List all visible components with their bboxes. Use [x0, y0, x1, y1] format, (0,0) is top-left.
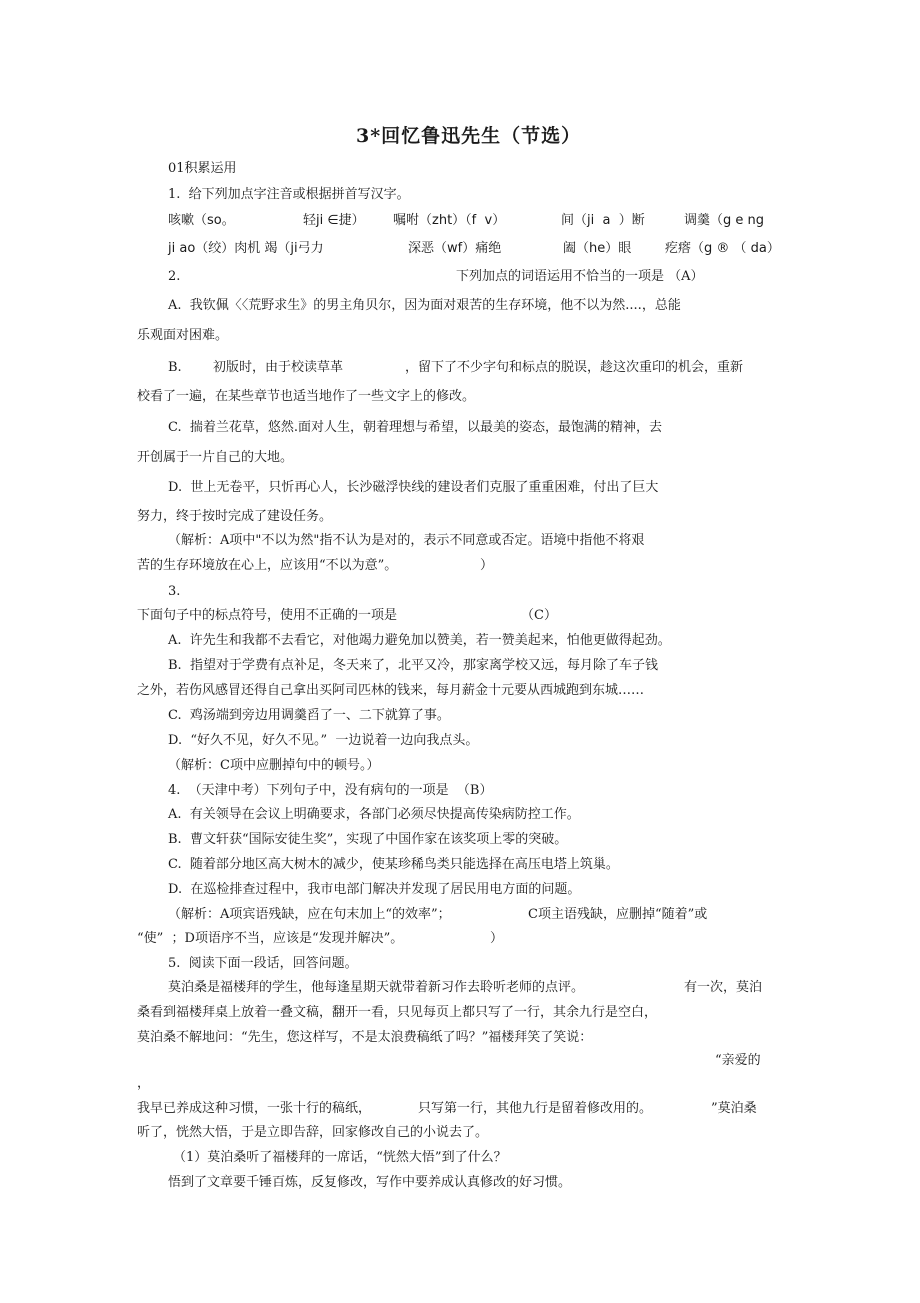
- q2-explanation-cont: 苦的生存环境放在心上，应该用“不以为意”。: [137, 558, 398, 573]
- q1-item: 疙瘩（g ® （ da）: [665, 241, 780, 256]
- q2-option-b-label: B.: [168, 360, 182, 375]
- q3-explanation: （解析：C项中应删掉句中的顿号。）: [168, 758, 380, 773]
- q1-item: 调羹（g e ng: [684, 213, 765, 228]
- q3-number: 3.: [168, 584, 181, 599]
- q4-option-b: B. 曹文轩获“国际安徒生奖”，实现了中国作家在该奖项上零的突破。: [168, 832, 568, 847]
- q4-explanation-cont: C项主语残缺，应删掉“随着”或: [528, 907, 708, 922]
- passage-line: 有一次，莫泊: [684, 980, 763, 995]
- q5-stem: 5. 阅读下面一段话，回答问题。: [168, 956, 358, 971]
- q2-stem: 下列加点的词语运用不恰当的一项是 （A）: [456, 269, 704, 284]
- q4-explanation-close: ）: [490, 931, 504, 946]
- passage-line: 听了，恍然大悟，于是立即告辞，回家修改自己的小说去了。: [137, 1125, 489, 1140]
- q2-option-a-cont: 乐观面对困难。: [137, 328, 229, 343]
- passage-line: ，: [137, 1076, 151, 1091]
- q2-option-b: 初版时，由于校读草革: [213, 360, 344, 375]
- passage-line: 莫泊桑不解地问：“先生，您这样写，不是太浪费稿纸了吗？”福楼拜笑了笑说：: [137, 1030, 593, 1045]
- q2-explanation-close: ）: [480, 558, 494, 573]
- q2-option-d-cont: 努力，终于按时完成了建设任务。: [137, 509, 333, 524]
- q1-item: 咳嗽（so。: [168, 213, 235, 228]
- q2-option-b-line2: 校看了一遍，在某些章节也适当地作了一些文字上的修改。: [137, 389, 476, 404]
- passage-line: 桑看到福楼拜桌上放着一叠文稿，翻开一看，只见每页上都只写了一行，其余九行是空白，: [137, 1005, 658, 1020]
- q3-stem: 下面句子中的标点符号，使用不正确的一项是: [137, 608, 398, 623]
- q2-option-a: A. 我钦佩〈〈荒野求生》的男主角贝尔，因为面对艰苦的生存环境，他不以为然....，总能: [168, 298, 681, 313]
- passage-line: ”莫泊桑: [711, 1101, 757, 1116]
- q4-stem: 4. （天津中考）下列句子中，没有病句的一项是 （B）: [168, 783, 493, 798]
- q4-explanation: （解析：A项宾语残缺，应在句末加上“的效率”；: [168, 907, 451, 922]
- q1-item: 阖（he）眼: [563, 241, 632, 256]
- passage-line: 只写第一行，其他九行是留着修改用的。: [418, 1101, 653, 1116]
- q4-option-d: D. 在巡检排查过程中，我市电部门解决并发现了居民用电方面的问题。: [168, 882, 581, 897]
- q1-item: 间（ji a ）断: [561, 213, 645, 228]
- q2-option-c: C. 揣着兰花草，悠然.面对人生，朝着理想与希望，以最美的姿态，最饱满的精神，去: [168, 420, 663, 435]
- q2-option-c-cont: 开创属于一片自己的大地。: [137, 450, 294, 465]
- passage-line: 莫泊桑是福楼拜的学生，他每逢星期天就带着新习作去聆听老师的点评。: [168, 980, 585, 995]
- q1-item: 深恶（wf）痛绝: [408, 241, 502, 256]
- q3-option-b: B. 指望对于学费有点补足，冬天来了，北平又冷，那家离学校又远，每月除了车子钱: [168, 658, 658, 673]
- q4-explanation-line2: “使” ；D项语序不当，应该是“发现并解决”。: [137, 931, 404, 946]
- q2-option-b-cont: ，留下了不少字句和标点的脱误，趁这次重印的机会，重新: [405, 360, 744, 375]
- q1-item: 轻ji ∈捷）: [303, 213, 365, 228]
- q1-item: ji ao（绞）肉机 竭（ji弓力: [168, 241, 324, 256]
- q2-option-d: D. 世上无卷平，只忻再心人，长沙磁浮快线的建设者们克服了重重困难，付出了巨大: [168, 480, 659, 495]
- q3-option-b-cont: 之外，若伤风感冒还得自己拿出买阿司匹林的钱来，每月薪金十元要从西城跑到东城……: [137, 683, 645, 698]
- q5-answer-1: 悟到了文章要千锤百炼，反复修改，写作中要养成认真修改的好习惯。: [168, 1175, 572, 1190]
- q2-explanation: （解析：A项中"不以为然"指不认为是对的，表示不同意或否定。语境中指他不将艰: [168, 533, 645, 548]
- q3-option-c: C. 鸡汤端到旁边用调羹舀了一、二下就算了事。: [168, 708, 450, 723]
- q3-answer: （C）: [521, 608, 557, 623]
- q4-option-c: C. 随着部分地区高大树木的减少，使某珍稀鸟类只能选择在高压电塔上筑巢。: [168, 857, 619, 872]
- q3-option-d: D. “好久不见，好久不见。” 一边说着一边向我点头。: [168, 733, 479, 748]
- q1-item: 嘱咐（zht）（f v）: [393, 213, 506, 228]
- q5-subquestion-1: （1）莫泊桑听了福楼拜的一席话，“恍然大悟”到了什么？: [173, 1150, 507, 1165]
- q4-option-a: A. 有关领导在会议上明确要求，各部门必须尽快提高传染病防控工作。: [168, 807, 580, 822]
- q1-stem: 1. 给下列加点字注音或根据拼首写汉字。: [168, 187, 410, 202]
- section-heading: 01积累运用: [168, 161, 237, 176]
- passage-line: 我早已养成这种习惯，一张十行的稿纸，: [137, 1101, 372, 1116]
- q2-number: 2.: [168, 269, 181, 284]
- passage-line: “亲爱的: [715, 1053, 761, 1068]
- page-title: 3*回忆鲁迅先生（节选）: [356, 125, 582, 147]
- q3-option-a: A. 许先生和我都不去看它，对他竭力避免加以赞美，若一赞美起来，怕他更做得起劲。: [168, 633, 671, 648]
